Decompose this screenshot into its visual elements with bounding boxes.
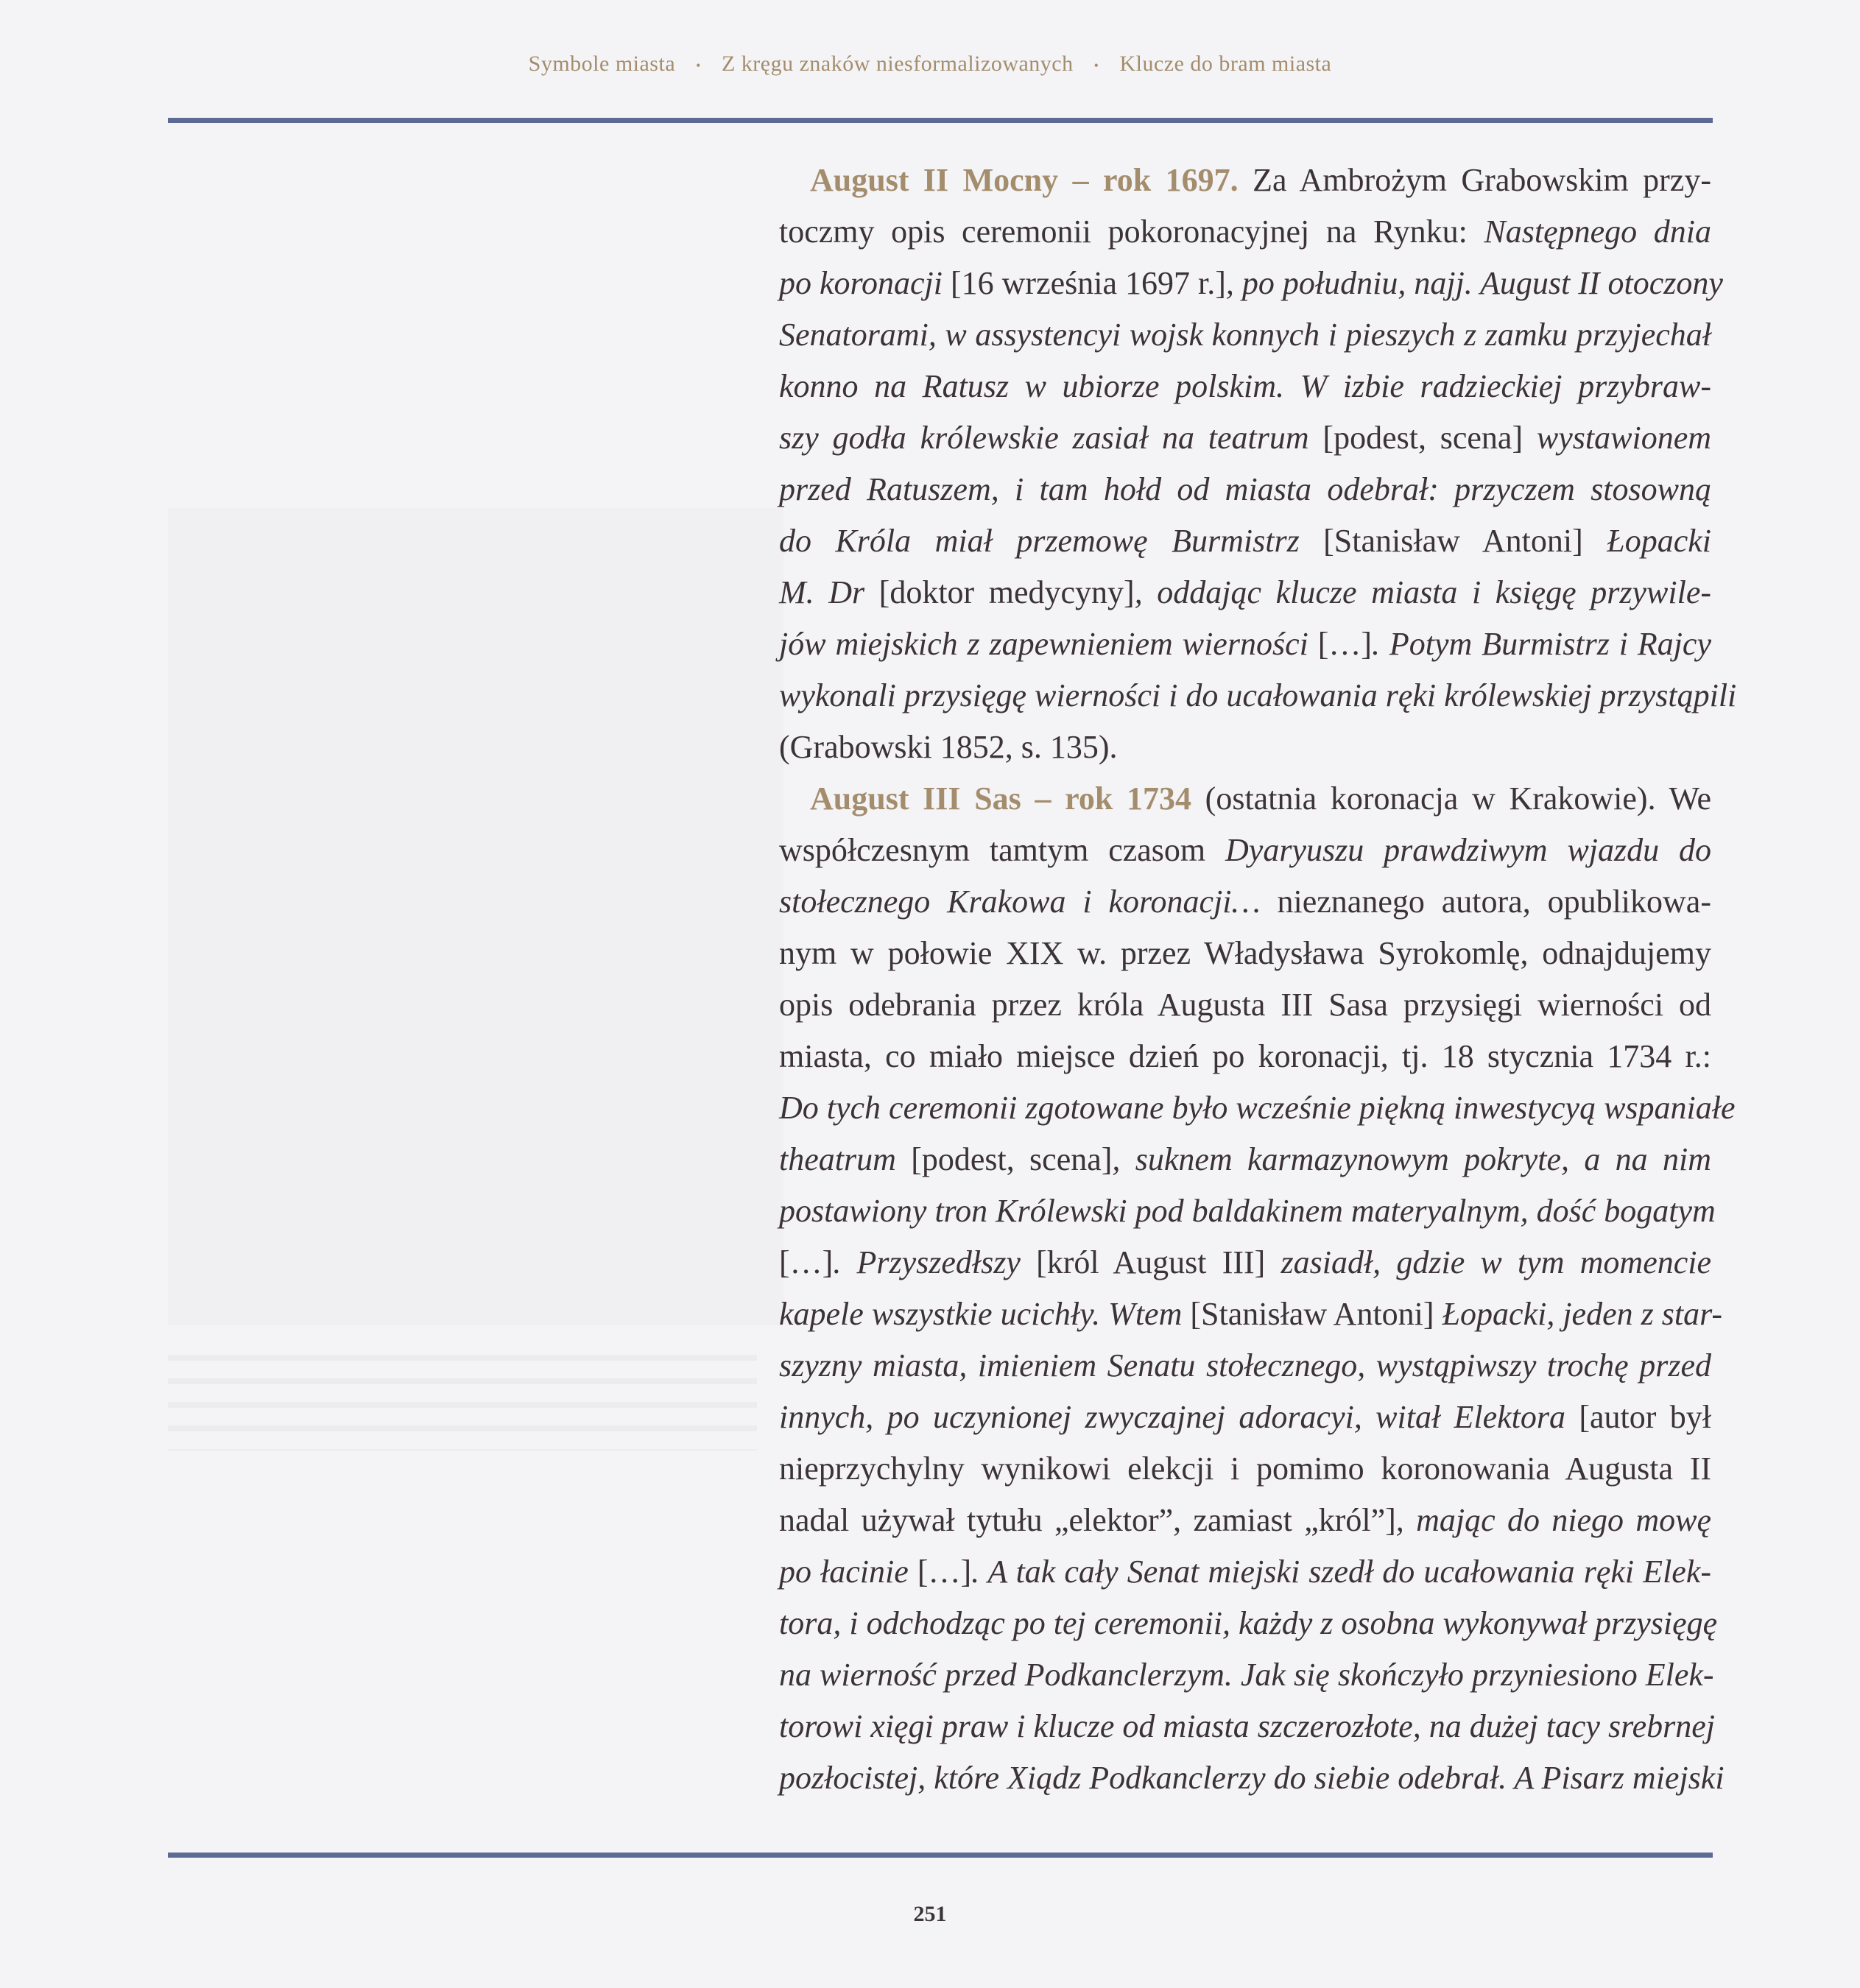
text-line: torowi xięgi praw i klucze od miasta szczerozłote, na dużej tacy srebrnej: [779, 1708, 1715, 1744]
text-line: wykonali przysięgę wierności i do ucałowania ręki królewskiej przystąpili: [779, 677, 1737, 713]
running-head-section-1: Symbole miasta: [528, 52, 676, 76]
text-line: szy godła królewskie zasiał na teatrum [podest, scena] wystawionem: [779, 420, 1711, 456]
faint-image-area: [168, 508, 783, 1325]
text-line: innych, po uczynionej zwyczajnej adoracyi, witał Elektora [autor był: [779, 1399, 1711, 1435]
text-line: tora, i odchodząc po tej ceremonii, każdy z osobna wykonywał przysięgę: [779, 1605, 1718, 1641]
text-line: przed Ratuszem, i tam hołd od miasta odebrał: przyczem stosowną: [779, 471, 1711, 507]
top-rule: [168, 118, 1713, 123]
section-heading: August III Sas – rok 1734: [810, 780, 1192, 817]
text-line: po łacinie […]. A tak cały Senat miejski szedł do ucałowania ręki Elek-: [779, 1554, 1711, 1590]
text-line: pozłocistej, które Xiądz Podkanclerzy do siebie odebrał. A Pisarz miejski: [779, 1760, 1725, 1796]
text-line: jów miejskich z zapewnieniem wierności […]. Potym Burmistrz i Rajcy: [779, 626, 1711, 662]
text-line: postawiony tron Królewski pod baldakinem materyalnym, dość bogatym: [779, 1193, 1716, 1229]
text-line: miasta, co miało miejsce dzień po koronacji, tj. 18 stycznia 1734 r.:: [779, 1038, 1711, 1074]
text-line: konno na Ratusz w ubiorze polskim. W izbie radzieckiej przybraw-: [779, 368, 1711, 404]
text-line: współczesnym tamtym czasom Dyaryuszu prawdziwym wjazdu do: [779, 832, 1712, 868]
text-line: nadal używał tytułu „elektor”, zamiast „król”], mając do niego mowę: [779, 1502, 1711, 1538]
text-line: August II Mocny – rok 1697. Za Ambrożym Grabowskim przy-: [810, 162, 1711, 198]
text-column: [779, 155, 1737, 1804]
text-line: stołecznego Krakowa i koronacji… nieznanego autora, opublikowa-: [779, 884, 1711, 920]
text-line: po koronacji [16 września 1697 r.], po południu, najj. August II otoczony: [779, 265, 1723, 301]
text-line: […]. Przyszedłszy [król August III] zasiadł, gdzie w tym momencie: [779, 1244, 1712, 1280]
text-line: na wierność przed Podkanclerzym. Jak się skończyło przyniesiono Elek-: [779, 1657, 1714, 1693]
running-head: [0, 52, 1860, 77]
faint-caption-area: [168, 1355, 757, 1451]
text-line: opis odebrania przez króla Augusta III Sasa przysięgi wierności od: [779, 987, 1711, 1023]
text-line: August III Sas – rok 1734 (ostatnia koronacja w Krakowie). We: [810, 780, 1711, 817]
text-line: toczmy opis ceremonii pokoronacyjnej na Rynku: Następnego dnia: [779, 214, 1711, 250]
bottom-rule: [168, 1853, 1713, 1858]
page-number: 251: [913, 1902, 947, 1926]
text-line: M. Dr [doktor medycyny], oddając klucze miasta i księgę przywile-: [779, 574, 1711, 610]
running-head-section-3: Klucze do bram miasta: [1119, 52, 1332, 76]
running-head-separator: •: [696, 57, 701, 73]
text-line: do Króla miał przemowę Burmistrz [Stanisław Antoni] Łopacki: [779, 523, 1711, 559]
text-line: Senatorami, w assystencyi wojsk konnych i pieszych z zamku przyjechał: [779, 317, 1711, 353]
section-heading: August II Mocny – rok 1697.: [810, 162, 1239, 198]
text-line: Do tych ceremonii zgotowane było wcześnie piękną inwestycyą wspaniałe: [779, 1090, 1736, 1126]
paragraph-august-ii: [779, 155, 1737, 773]
text-line: theatrum [podest, scena], suknem karmazynowym pokryte, a na nim: [779, 1141, 1711, 1177]
running-head-separator: •: [1093, 57, 1099, 73]
running-head-section-2: Z kręgu znaków niesformalizowanych: [721, 52, 1074, 76]
paragraph-august-iii: [779, 773, 1736, 1804]
text-line: nieprzychylny wynikowi elekcji i pomimo koronowania Augusta II: [779, 1451, 1711, 1487]
text-line: kapele wszystkie ucichły. Wtem [Stanisław Antoni] Łopacki, jeden z star-: [779, 1296, 1722, 1332]
text-line: nym w połowie XIX w. przez Władysława Syrokomlę, odnajdujemy: [779, 935, 1711, 971]
text-line: szyzny miasta, imieniem Senatu stołecznego, wystąpiwszy trochę przed: [779, 1347, 1711, 1384]
text-line: (Grabowski 1852, s. 135).: [779, 729, 1118, 765]
